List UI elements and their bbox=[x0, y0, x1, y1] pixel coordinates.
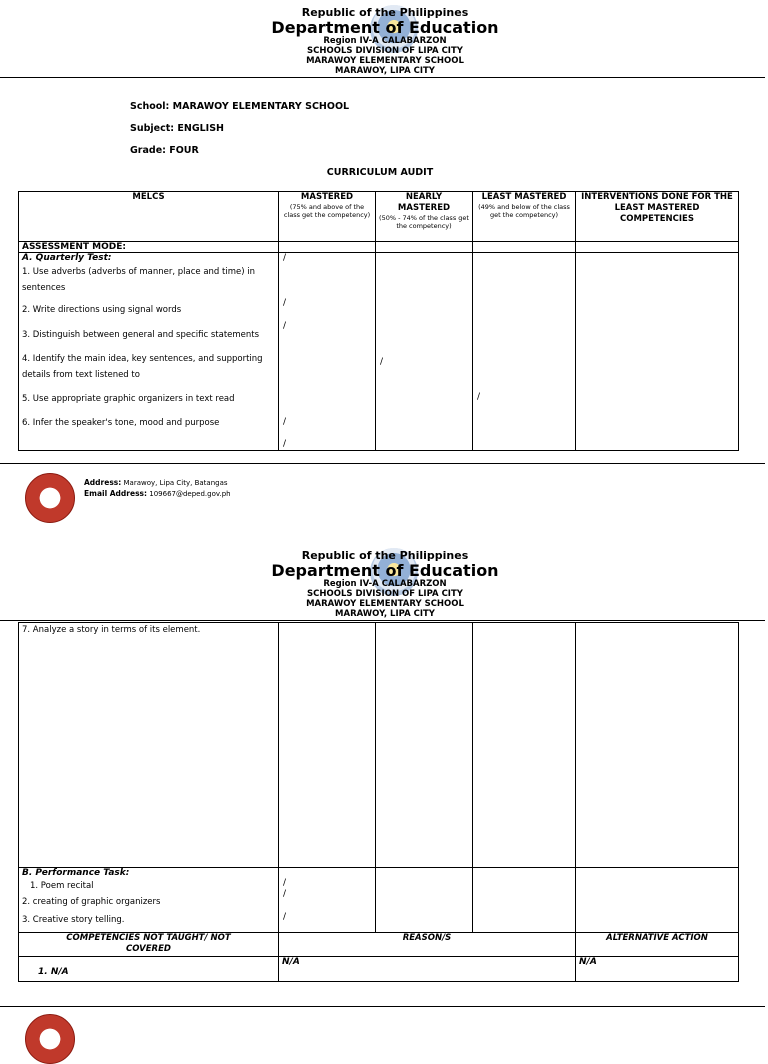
list-item: 3. Distinguish between general and specific statements bbox=[22, 330, 260, 340]
header-department: Department of Education bbox=[271, 18, 499, 37]
footer-address-value: Marawoy, Lipa City, Batangas bbox=[123, 479, 228, 487]
check-mark: / bbox=[283, 298, 287, 308]
header-location: MARAWOY, LIPA CITY bbox=[335, 609, 435, 619]
check-mark: / bbox=[283, 878, 287, 888]
footer-email-label: Email Address: bbox=[84, 489, 148, 498]
list-item: 1. Use adverbs (adverbs of manner, place and time) in sentences bbox=[22, 267, 255, 293]
list-item: 3. Creative story telling. bbox=[22, 915, 125, 925]
col-nearly-sub: (50% - 74% of the class get the competency) bbox=[379, 214, 469, 230]
audit-table bbox=[18, 191, 739, 451]
header-region: Region IV-A CALABARZON bbox=[323, 579, 447, 589]
header-region: Region IV-A CALABARZON bbox=[323, 36, 447, 46]
header-division: SCHOOLS DIVISION OF LIPA CITY bbox=[307, 589, 463, 599]
col-interventions: INTERVENTIONS DONE FOR THE LEAST MASTERED COMPETENCIES bbox=[581, 192, 733, 224]
footer-email bbox=[84, 489, 231, 498]
check-mark: / bbox=[477, 392, 481, 402]
page1-footer-rule bbox=[0, 463, 765, 464]
subject-info: Subject: ENGLISH bbox=[130, 123, 225, 134]
check-mark: / bbox=[380, 357, 384, 367]
header-division: SCHOOLS DIVISION OF LIPA CITY bbox=[307, 46, 463, 56]
list-item: 2. creating of graphic organizers bbox=[22, 897, 161, 907]
audit-table-continued bbox=[18, 622, 739, 982]
reasons-header: REASON/S bbox=[402, 933, 452, 943]
grade-info: Grade: FOUR bbox=[130, 145, 199, 156]
col-least: LEAST MASTERED bbox=[481, 192, 567, 202]
col-melcs: MELCS bbox=[132, 192, 165, 202]
quarterly-test-label: A. Quarterly Test: bbox=[22, 253, 112, 263]
check-mark: / bbox=[283, 912, 287, 922]
footer-email-value: 109667@deped.gov.ph bbox=[149, 490, 231, 498]
header-school: MARAWOY ELEMENTARY SCHOOL bbox=[306, 56, 464, 66]
school-info: School: MARAWOY ELEMENTARY SCHOOL bbox=[130, 101, 350, 112]
doc-title: CURRICULUM AUDIT bbox=[326, 167, 434, 178]
list-item: 7. Analyze a story in terms of its element. bbox=[22, 625, 201, 635]
footer-address bbox=[84, 478, 228, 487]
list-item: 6. Infer the speaker's tone, mood and purpose bbox=[22, 418, 220, 428]
assessment-mode: ASSESSMENT MODE: bbox=[22, 242, 126, 252]
col-least-sub: (49% and below of the class get the competency) bbox=[478, 203, 570, 219]
reason-value: N/A bbox=[282, 957, 300, 967]
header-republic: Republic of the Philippines bbox=[301, 549, 469, 562]
header-school: MARAWOY ELEMENTARY SCHOOL bbox=[306, 599, 464, 609]
check-mark: / bbox=[283, 439, 287, 449]
check-mark: / bbox=[283, 417, 287, 427]
footer-address-label: Address: bbox=[84, 478, 122, 487]
check-mark: / bbox=[283, 321, 287, 331]
not-taught-item: 1. N/A bbox=[38, 967, 69, 977]
school-logo bbox=[25, 1014, 75, 1064]
header-republic: Republic of the Philippines bbox=[301, 6, 469, 19]
list-item: 4. Identify the main idea, key sentences, and supporting details from text listened to bbox=[22, 354, 263, 380]
header-rule bbox=[0, 77, 765, 78]
school-logo bbox=[25, 473, 75, 523]
col-mastered: MASTERED bbox=[300, 192, 354, 202]
list-item: 5. Use appropriate graphic organizers in text read bbox=[22, 394, 235, 404]
check-mark: / bbox=[283, 889, 287, 899]
check-mark: / bbox=[283, 253, 287, 263]
alternative-header: ALTERNATIVE ACTION bbox=[606, 933, 708, 943]
list-item: 2. Write directions using signal words bbox=[22, 305, 182, 315]
alternative-value: N/A bbox=[579, 957, 597, 967]
col-mastered-sub: (75% and above of the class get the competency) bbox=[283, 203, 371, 219]
performance-task-label: B. Performance Task: bbox=[22, 868, 130, 878]
header-department: Department of Education bbox=[271, 561, 499, 580]
list-item: 1. Poem recital bbox=[30, 881, 94, 891]
header-location: MARAWOY, LIPA CITY bbox=[335, 66, 435, 76]
page2-footer-rule bbox=[0, 1006, 765, 1007]
header-rule bbox=[0, 620, 765, 621]
col-nearly: NEARLY MASTERED bbox=[397, 192, 451, 213]
not-taught-header: COMPETENCIES NOT TAUGHT/ NOT COVERED bbox=[66, 933, 231, 954]
